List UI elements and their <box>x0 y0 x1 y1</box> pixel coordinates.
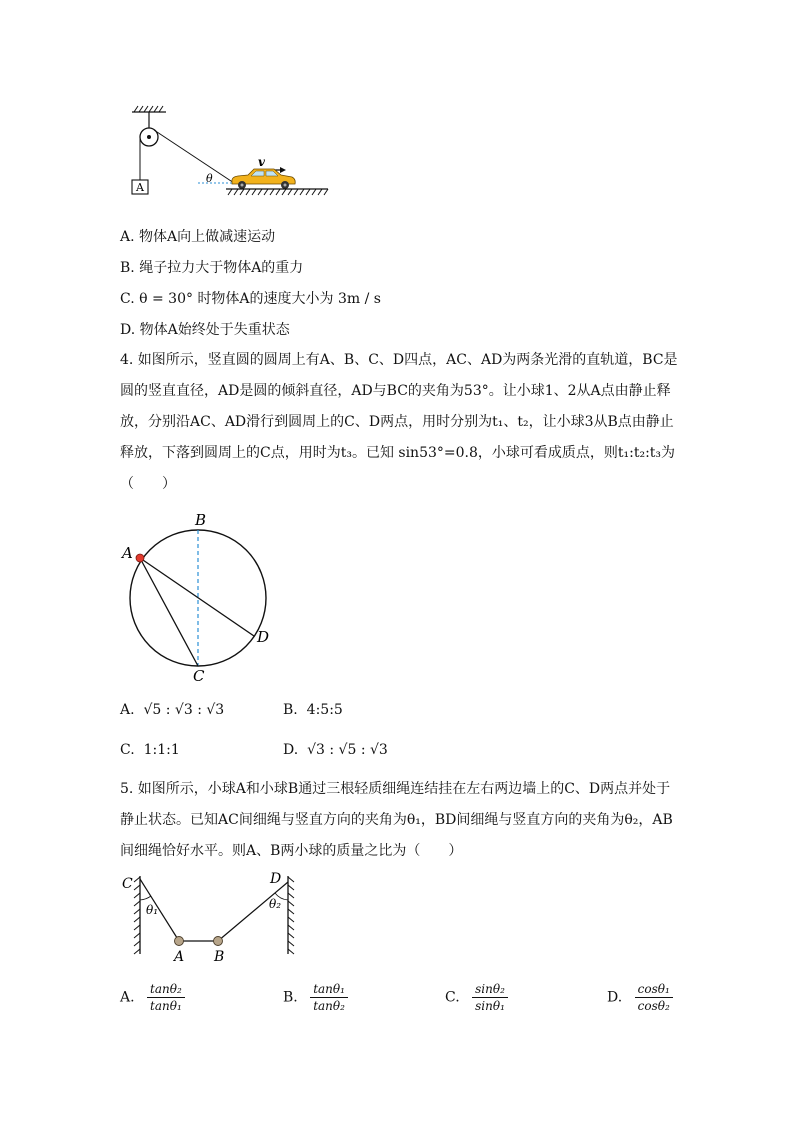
q5-option-a <box>120 982 185 1013</box>
option-letter: B. <box>283 989 298 1006</box>
theta2-label: θ₂ <box>269 897 282 911</box>
ball-a-label: A <box>174 949 185 965</box>
option-letter: C. <box>120 742 135 758</box>
point-a-label: A <box>122 544 133 562</box>
option-letter: A. <box>120 702 135 718</box>
q5-walls-figure <box>118 868 308 968</box>
point-c-label: C <box>122 876 133 892</box>
option-value: 4:5:5 <box>306 702 343 718</box>
option-fraction <box>472 982 508 1013</box>
fraction-numerator: cosθ₁ <box>635 982 673 998</box>
q3-pulley-car-figure <box>118 100 338 210</box>
fraction-denominator: sinθ₁ <box>475 999 505 1013</box>
point-d-label: D <box>257 628 270 646</box>
fraction-denominator: tanθ₁ <box>150 999 182 1013</box>
theta-label: θ <box>206 172 213 185</box>
q5-option-d <box>607 982 673 1013</box>
q3-option-c: C. θ = 30° 时物体A的速度大小为 3m / s <box>120 291 381 307</box>
option-letter: B. <box>283 702 298 718</box>
q4-circle-figure <box>118 506 278 684</box>
fraction-denominator: cosθ₂ <box>637 999 670 1013</box>
velocity-label: v <box>258 155 265 169</box>
option-fraction <box>147 982 185 1013</box>
q4-option-a <box>120 702 224 718</box>
q5-option-c <box>445 982 508 1013</box>
fraction-denominator: tanθ₂ <box>313 999 345 1013</box>
point-c-label: C <box>193 667 205 684</box>
q5-option-b <box>283 982 348 1013</box>
q5-question-text: 5. 如图所示，小球A和小球B通过三根轻质细绳连结挂在左右两边墙上的C、D两点并处于静止状态。已知AC间细绳与竖直方向的夹角为θ₁，BD间细绳与竖直方向的夹角为θ₂，AB间细绳恰好水平。则A、B两小球的质量之比为（ ） <box>120 781 673 859</box>
q3-option-b: B. 绳子拉力大于物体A的重力 <box>120 260 304 276</box>
car-icon <box>232 169 295 189</box>
option-letter: D. <box>607 989 623 1006</box>
q4-question-text: 4. 如图所示，竖直圆的圆周上有A、B、C、D四点，AC、AD为两条光滑的直轨道，BC是圆的竖直直径，AD是圆的倾斜直径，AD与BC的夹角为53°。让小球1、2从A点由静止释放，分别沿AC、AD滑行到圆周上的C、D两点，用时分别为t₁、t₂，让小球3从B点由静止释放，下落到圆周上的C点，用时为t₃。已知 sin53°=0.8，小球可看成质点，则t₁:t₂:t₃为（ ） <box>120 352 678 492</box>
fraction-numerator: tanθ₂ <box>147 982 185 998</box>
q3-option-a: A. 物体A向上做减速运动 <box>120 229 276 245</box>
block-a-label: A <box>136 181 144 194</box>
fraction-numerator: tanθ₁ <box>310 982 348 998</box>
point-d-label: D <box>270 871 282 887</box>
option-letter: D. <box>283 742 299 758</box>
q4-option-d <box>283 742 388 758</box>
ball-b-label: B <box>214 949 225 965</box>
option-value: √5 : √3 : √3 <box>143 702 225 718</box>
q4-option-c <box>120 742 180 758</box>
theta1-label: θ₁ <box>146 903 159 917</box>
point-b-label: B <box>195 511 207 529</box>
fraction-numerator: sinθ₂ <box>472 982 508 998</box>
option-fraction <box>310 982 348 1013</box>
option-fraction <box>635 982 673 1013</box>
q4-option-b <box>283 702 343 718</box>
option-value: √3 : √5 : √3 <box>307 742 388 758</box>
option-letter: C. <box>445 989 460 1006</box>
option-letter: A. <box>120 989 135 1006</box>
option-value: 1:1:1 <box>143 742 180 758</box>
q3-option-d: D. 物体A始终处于失重状态 <box>120 322 290 338</box>
